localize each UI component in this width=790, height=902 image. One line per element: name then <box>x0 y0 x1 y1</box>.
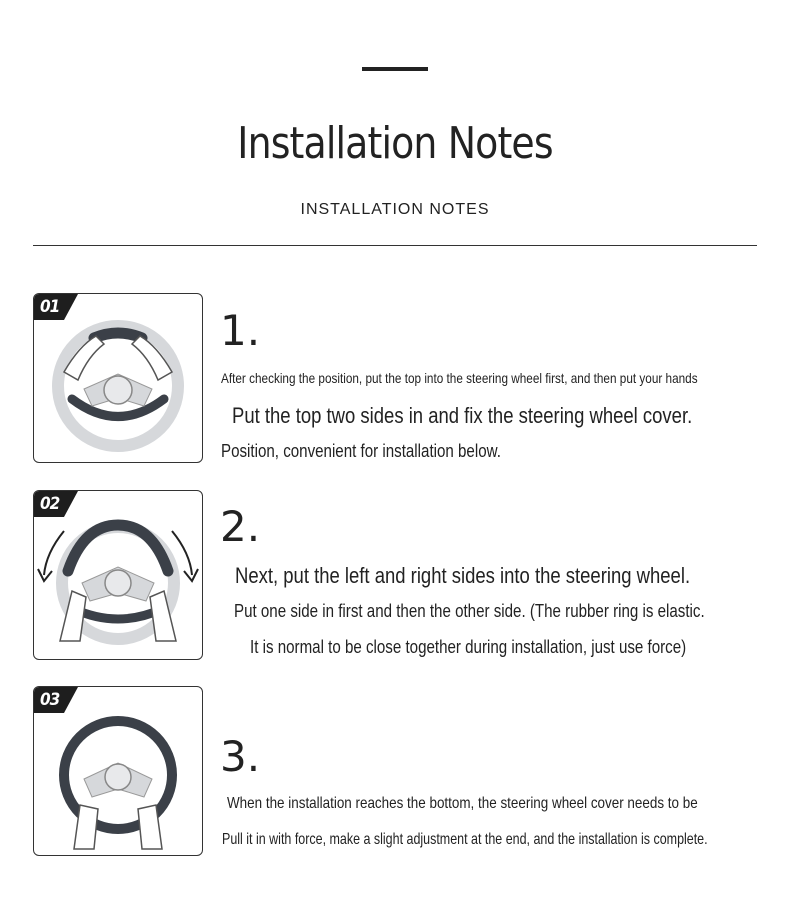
step-1-line-1: After checking the position, put the top into the steering wheel first, and then put your hands <box>221 370 698 386</box>
step-2-line-3: It is normal to be close together during installation, just use force) <box>250 637 687 657</box>
step-tag: 01 <box>40 297 60 317</box>
step-3-line-1: When the installation reaches the bottom, the steering wheel cover needs to be <box>227 795 698 812</box>
step-1-line-3: Position, convenient for installation below. <box>221 441 501 461</box>
step-tag: 03 <box>40 690 60 710</box>
step-1-number: 1. <box>220 306 261 355</box>
step-3-line-2: Pull it in with force, make a slight adjustment at the end, and the installation is complete. <box>222 831 708 848</box>
step-3-number: 3. <box>220 732 261 781</box>
header-accent-bar <box>362 67 428 71</box>
step-tag: 02 <box>40 494 60 514</box>
step-2-line-2: Put one side in first and then the other side. (The rubber ring is elastic. <box>234 601 705 621</box>
step-1-line-2: Put the top two sides in and fix the steering wheel cover. <box>232 403 693 428</box>
page-title: Installation Notes <box>237 118 553 169</box>
step-2-illustration <box>33 490 203 660</box>
step-2-line-1: Next, put the left and right sides into the steering wheel. <box>235 563 691 588</box>
step-1-illustration <box>33 293 203 463</box>
step-3-illustration <box>33 686 203 856</box>
page-subtitle: INSTALLATION NOTES <box>300 201 490 218</box>
header-divider <box>33 245 757 246</box>
step-2-number: 2. <box>220 502 261 551</box>
